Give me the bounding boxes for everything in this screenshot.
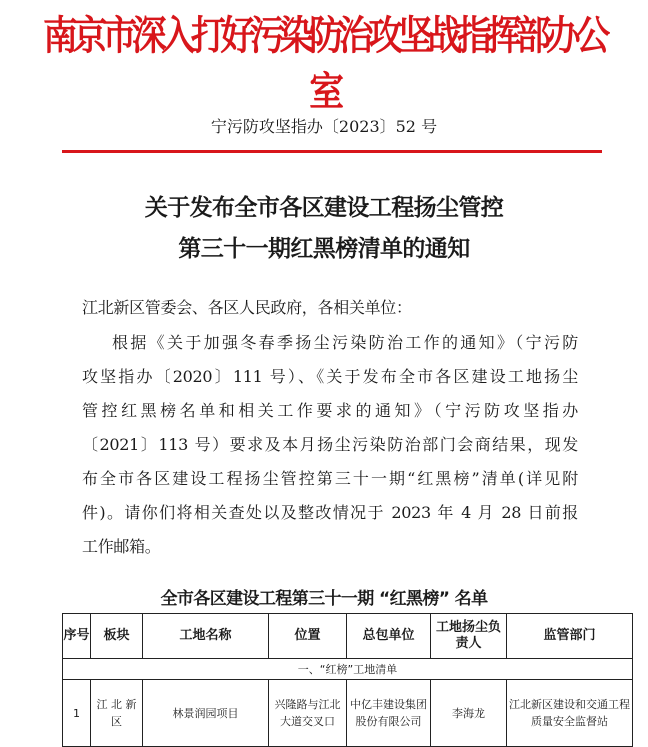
header-block: 板块 xyxy=(91,614,143,659)
section-label: 一、“红榜”工地清单 xyxy=(63,659,633,680)
cell-regulator: 江北新区建设和交通工程质量安全监督站 xyxy=(507,680,633,747)
paragraph-line: 布全市各区建设工程扬尘管控第三十一期“红黑榜”清单(详见附 xyxy=(82,469,578,488)
table-row xyxy=(63,680,633,747)
cell-index: 1 xyxy=(63,680,91,747)
header-regulator: 监管部门 xyxy=(507,614,633,659)
paragraph-line: 根据《关于加强冬春季扬尘污染防治工作的通知》（宁污防 xyxy=(112,333,578,352)
cell-site-name: 林景润园项目 xyxy=(143,680,269,747)
cell-block: 江 北 新区 xyxy=(91,680,143,747)
addressee: 江北新区管委会、各区人民政府，各相关单位： xyxy=(82,298,412,317)
paragraph-line: 攻坚指办〔2020〕111 号）、《关于发布全市各区建设工地扬尘 xyxy=(82,367,578,386)
table-header-row xyxy=(63,614,633,659)
list-title: 全市各区建设工程第三十一期 “红黑榜” 名单 xyxy=(160,589,488,609)
cell-responsible-person: 李海龙 xyxy=(431,680,507,747)
red-separator-line xyxy=(62,150,602,153)
section-row xyxy=(63,659,633,680)
issuing-office-title: 南京市深入打好污染防治攻坚战指挥部办公室 xyxy=(42,13,606,115)
paragraph-line: 〔2021〕113 号）要求及本月扬尘污染防治部门会商结果，现发 xyxy=(82,435,578,454)
notice-title-line-2: 第三十一期红黑榜清单的通知 xyxy=(178,236,470,262)
paragraph-line: 管控红黑榜名单和相关工作要求的通知》（宁污防攻坚指办 xyxy=(82,401,578,420)
header-index: 序号 xyxy=(63,614,91,659)
document-number: 宁污防攻坚指办〔2023〕52 号 xyxy=(210,117,438,136)
header-site-name: 工地名称 xyxy=(143,614,269,659)
header-responsible-person: 工地扬尘负责人 xyxy=(431,614,507,659)
notice-title-line-1: 关于发布全市各区建设工程扬尘管控 xyxy=(144,195,504,221)
paragraph-line: 工作邮箱。 xyxy=(82,537,161,556)
cell-location: 兴隆路与江北大道交叉口 xyxy=(269,680,347,747)
red-black-list-table xyxy=(62,613,633,747)
paragraph-line: 件)。请你们将相关查处以及整改情况于 2023 年 4 月 28 日前报 xyxy=(82,503,578,522)
header-contractor: 总包单位 xyxy=(347,614,431,659)
header-location: 位置 xyxy=(269,614,347,659)
cell-contractor: 中亿丰建设集团股份有限公司 xyxy=(347,680,431,747)
